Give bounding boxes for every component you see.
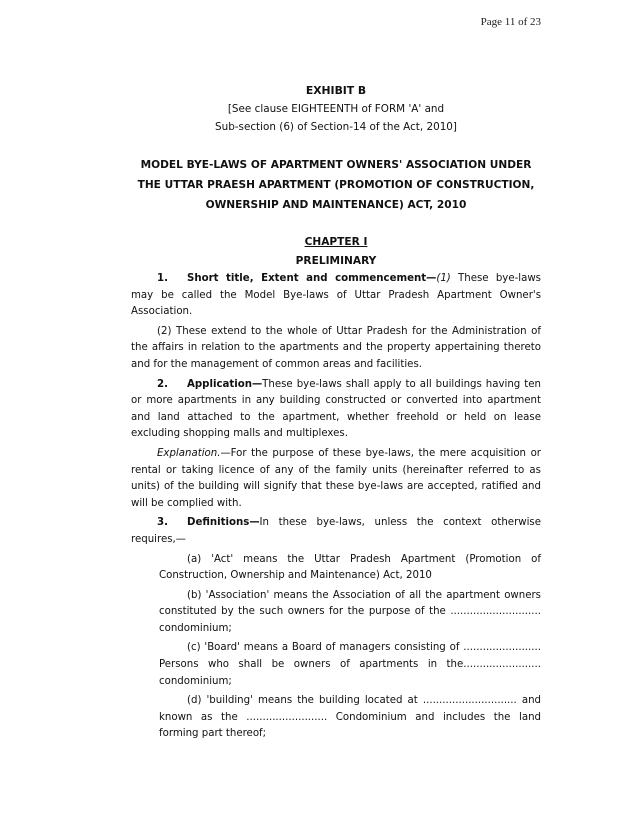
section-1-2: (2) These extend to the whole of Uttar Pradesh for the Administration of the affairs in relation to the apartments and the property appertaining thereto and for the management of common areas and facilities. [131,325,541,370]
exhibit-title: EXHIBIT B [305,84,367,97]
explanation [131,446,541,512]
section-3 [131,515,541,548]
definition-b: (b) 'Association' means the Association of all the apartment owners constituted by the such owners for the purpose of the ............................ condominium; [159,589,541,634]
chapter-header [131,233,541,271]
section-2-number: 2. [157,378,168,390]
section-1-number: 1. [157,273,168,284]
exhibit-reference-line-2: Sub-section (6) of Section-14 of the Act, 2010] [215,120,457,133]
explanation-text: —For the purpose of these bye-laws, the mere acquisition or rental or taking licence of any of the family units (hereinafter referred to as units) of the building will signify that these bye-laws are accepted, ratified and will be complied with. [131,447,541,509]
section-1-text: These bye-laws may be called the Model Bye-laws of Uttar Pradesh Apartment Owner's Association. [131,273,541,318]
definition-c: (c) 'Board' means a Board of managers consisting of ........................ Persons who shall be owners of apartments in the........................ condominium; [159,642,541,687]
definition-a: (a) 'Act' means the Uttar Pradesh Apartment (Promotion of Construction, Ownership and Maintenance) Act, 2010 [159,553,541,582]
section-1-sub-label: (1) [436,273,451,284]
chapter-subtitle: PRELIMINARY [295,255,377,267]
section-3-number: 3. [157,517,168,529]
section-1 [131,271,541,321]
section-2-heading: Application— [187,378,263,390]
chapter-title: CHAPTER I [304,236,368,248]
title-line-1: MODEL BYE-LAWS OF APARTMENT OWNERS' ASSOCIATION UNDER [140,159,532,171]
section-3-heading: Definitions— [187,517,260,529]
page-number: Page 11 of 23 [480,16,541,28]
section-2-text: These bye-laws shall apply to all buildings having ten or more apartments in any building constructed or converted into apartment and land attached to the apartment, whether freehold or held on lease excluding shopping malls and multiplexes. [131,378,541,440]
section-2 [131,377,541,443]
document-title [119,155,553,215]
section-3-text: In these bye-laws, unless the context otherwise requires,— [131,517,541,545]
section-1-heading: Short title, Extent and commencement— [187,273,437,284]
title-line-3: OWNERSHIP AND MAINTENANCE) ACT, 2010 [205,199,467,211]
definition-d: (d) 'building' means the building located at ............................. and known as the ......................... Condominium and includes the land forming part thereof; [159,695,541,740]
explanation-label: Explanation. [157,447,221,459]
document-body [131,271,541,746]
exhibit-reference-line-1: [See clause EIGHTEENTH of FORM 'A' and [227,103,445,116]
exhibit-header [131,82,541,136]
title-line-2: THE UTTAR PRAESH APARTMENT (PROMOTION OF CONSTRUCTION, [137,179,535,191]
